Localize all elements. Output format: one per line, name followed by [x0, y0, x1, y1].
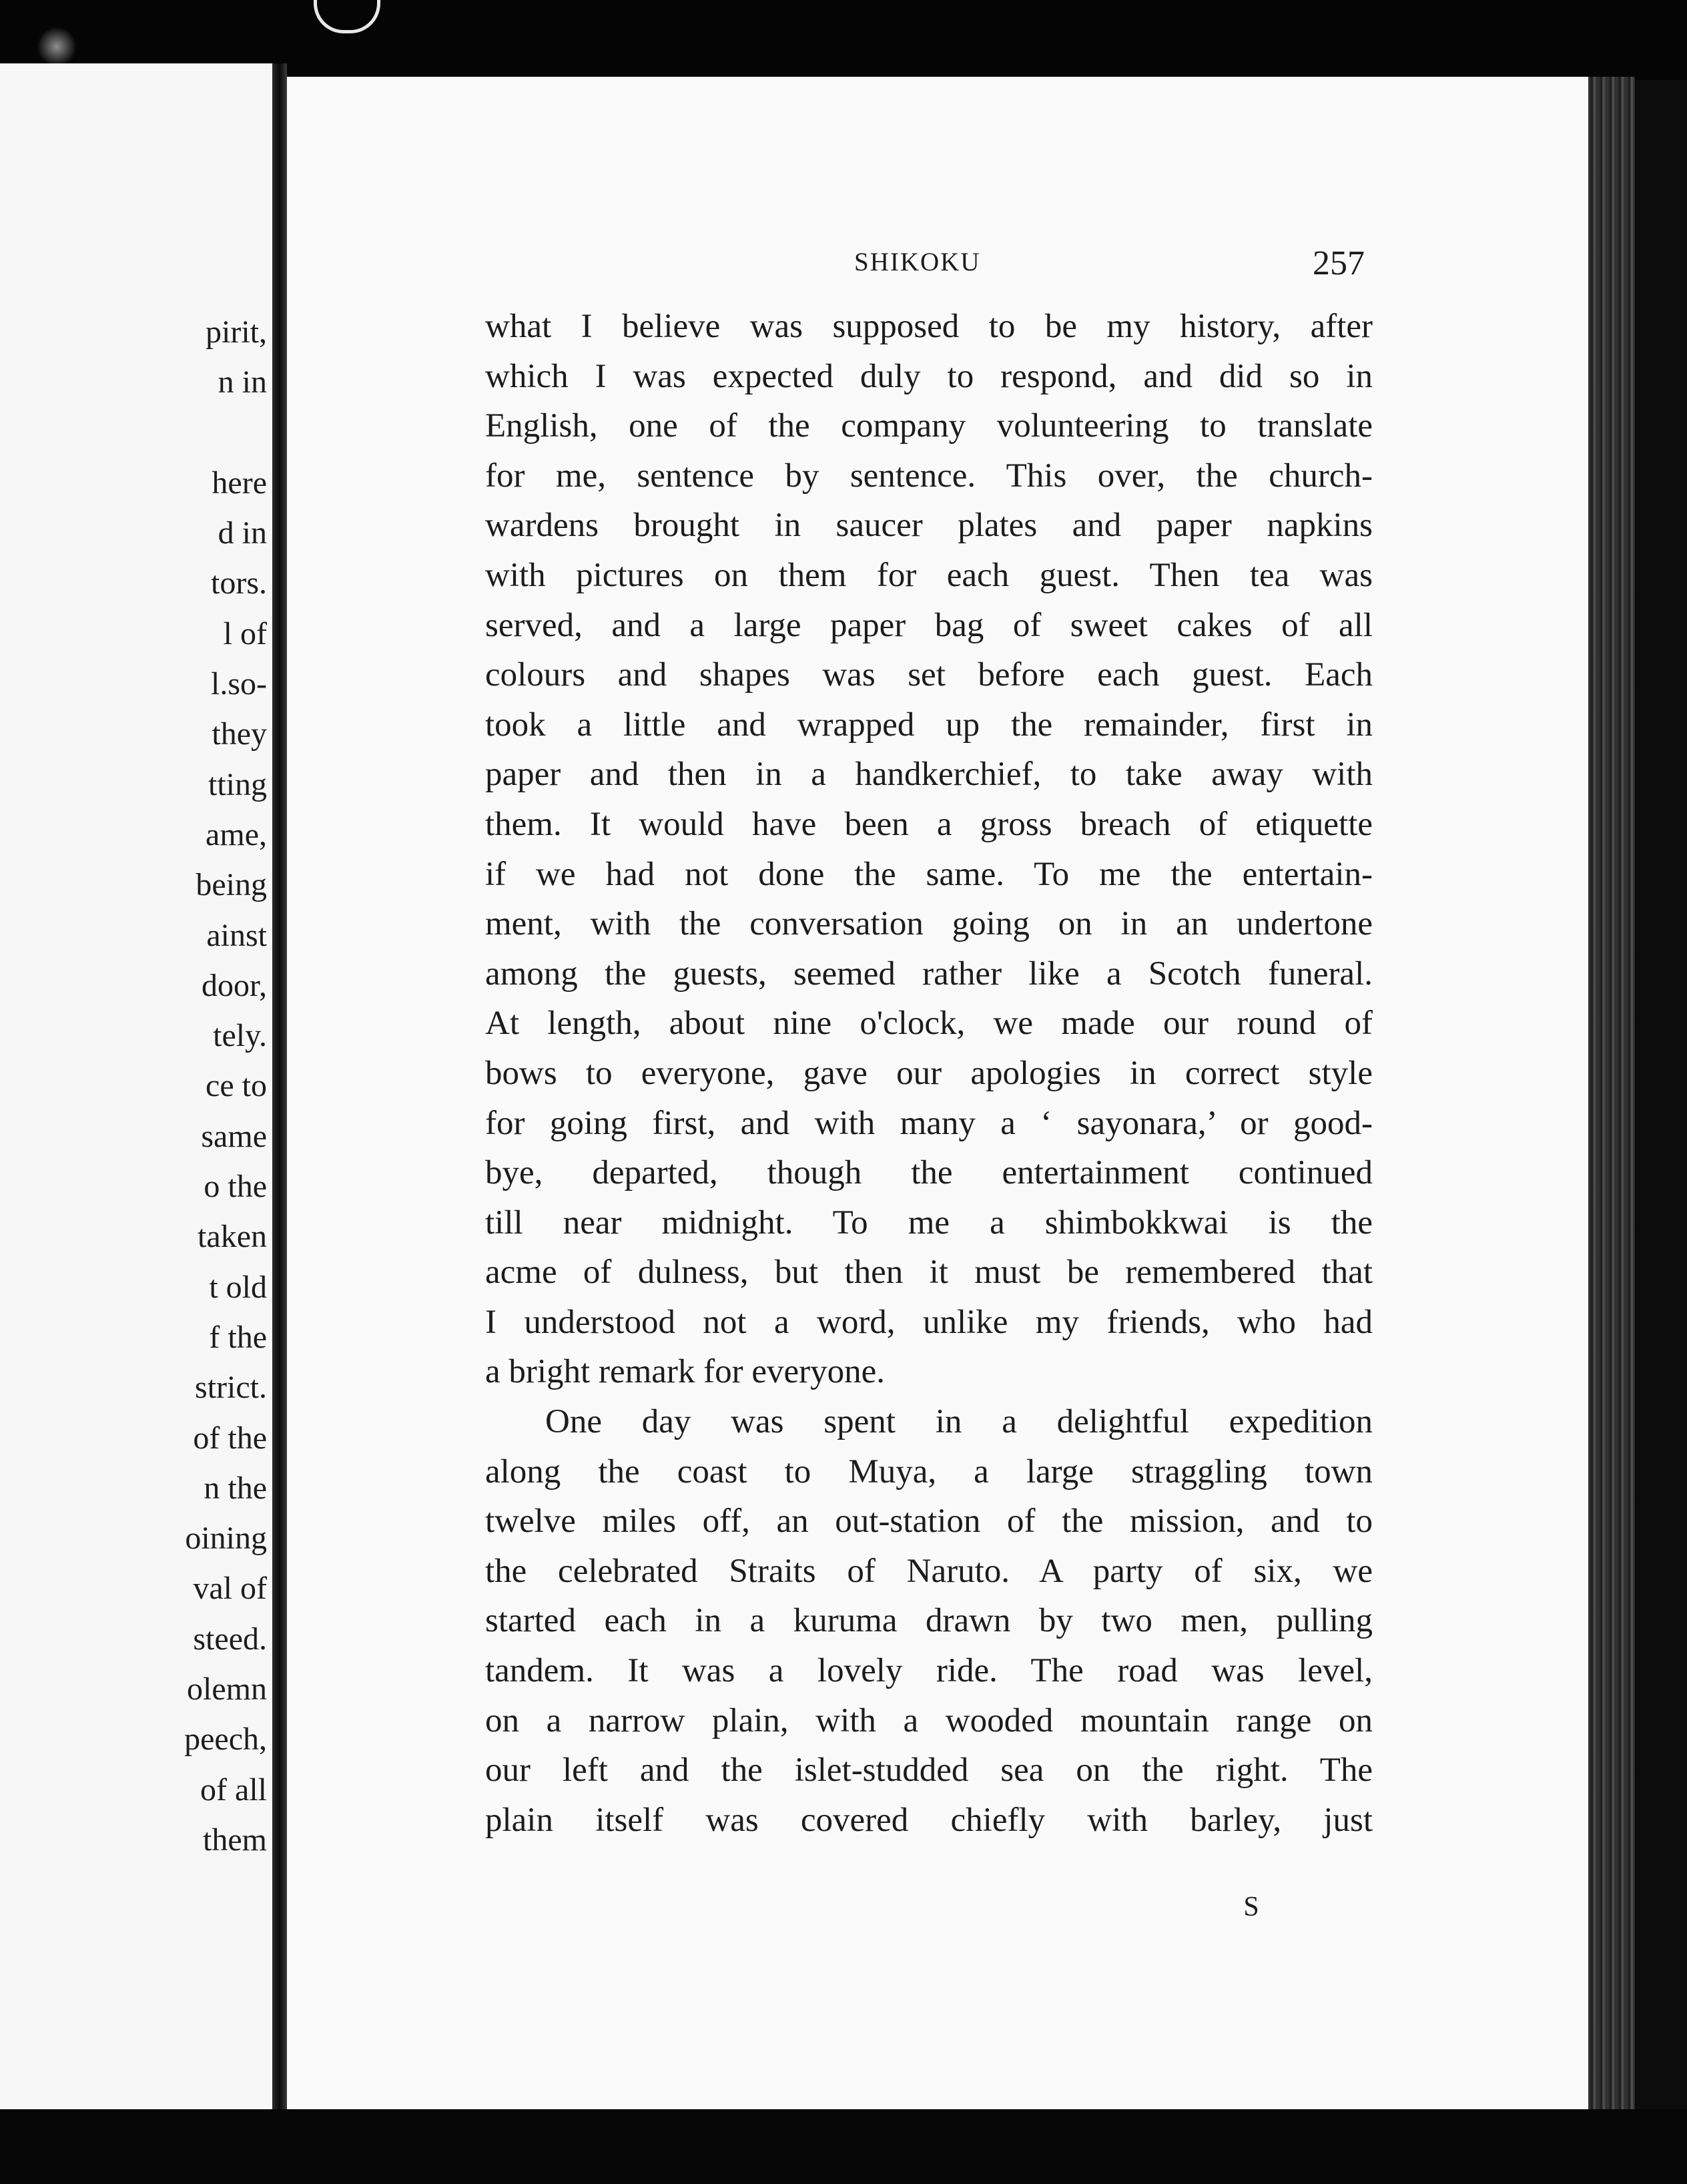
text-line: till near midnight. To me a shimbokkwai is the — [485, 1203, 1373, 1242]
text-line: them. It would have been a gross breach of etiquette — [485, 805, 1373, 843]
facing-line: of the — [193, 1420, 267, 1456]
facing-line: pirit, — [206, 314, 267, 350]
facing-line — [0, 408, 267, 458]
text-line: At length, about nine o'clock, we made our round of — [485, 1005, 1373, 1043]
text-line: the celebrated Straits of Naruto. A party of six, we — [485, 1552, 1373, 1590]
text-line: our left and the islet-studded sea on the right. The — [485, 1751, 1373, 1790]
facing-line: tely. — [213, 1018, 267, 1054]
facing-line: they — [212, 716, 267, 752]
text-line: for going first, and with many a ‘ sayonara,’ or good- — [485, 1104, 1373, 1142]
facing-line: tors. — [211, 565, 267, 601]
facing-line: olemn — [187, 1671, 267, 1707]
text-line: acme of dulness, but then it must be remembered that — [485, 1254, 1373, 1292]
facing-line: strict. — [195, 1370, 267, 1406]
text-line: wardens brought in saucer plates and paper napkins — [485, 507, 1373, 545]
text-line: took a little and wrapped up the remainder, first in — [485, 706, 1373, 744]
signature-mark: S — [1243, 1892, 1259, 1922]
text-line: if we had not done the same. To me the entertain- — [485, 855, 1373, 893]
text-line: paper and then in a handkerchief, to take away with — [485, 756, 1373, 794]
facing-line: n the — [204, 1470, 267, 1506]
page-number: 257 — [1313, 244, 1365, 282]
facing-line: ainst — [206, 917, 267, 953]
paragraph-end-line: a bright remark for everyone. — [485, 1353, 885, 1391]
text-line: I understood not a word, unlike my friends, who had — [485, 1303, 1373, 1341]
facing-line: n in — [218, 364, 267, 400]
facing-line: taken — [198, 1219, 267, 1255]
scan-border-bottom — [0, 2109, 1687, 2184]
facing-line: of all — [200, 1771, 267, 1808]
book-page — [287, 77, 1588, 2109]
text-line: ment, with the conversation going on in an undertone — [485, 905, 1373, 943]
facing-line: f the — [209, 1319, 267, 1355]
text-line: bows to everyone, gave our apologies in correct style — [485, 1054, 1373, 1092]
scan-dust-spot — [37, 27, 77, 67]
facing-line: same — [201, 1118, 267, 1154]
facing-line: t old — [209, 1269, 267, 1305]
facing-line: peech, — [184, 1721, 267, 1757]
text-line: English, one of the company volunteering to translate — [485, 407, 1373, 445]
text-line: bye, departed, though the entertainment continued — [485, 1154, 1373, 1192]
text-line: started each in a kuruma drawn by two men, pulling — [485, 1602, 1373, 1640]
text-line: with pictures on them for each guest. Then tea was — [485, 556, 1373, 594]
text-line: for me, sentence by sentence. This over, the church- — [485, 457, 1373, 495]
text-line: among the guests, seemed rather like a Scotch funeral. — [485, 954, 1373, 993]
facing-page-left — [0, 63, 272, 2119]
facing-line: ame, — [206, 816, 267, 852]
facing-line: them — [203, 1822, 267, 1858]
text-line: twelve miles off, an out-station of the mission, and to — [485, 1503, 1373, 1541]
page-edges — [1588, 77, 1635, 2109]
text-line: colours and shapes was set before each guest. Each — [485, 656, 1373, 694]
facing-line: d in — [218, 515, 267, 551]
facing-line: oining — [185, 1521, 267, 1557]
text-line: which I was expected duly to respond, and did so in — [485, 357, 1373, 395]
facing-line: here — [212, 465, 267, 501]
facing-line: l.so- — [211, 666, 267, 702]
text-line: plain itself was covered chiefly with barley, just — [485, 1801, 1373, 1839]
facing-page-text — [0, 307, 267, 1865]
facing-line: being — [196, 867, 267, 903]
body-text — [485, 302, 1373, 1845]
text-line: on a narrow plain, with a wooded mountain range on — [485, 1701, 1373, 1739]
text-line: tandem. It was a lovely ride. The road was level, — [485, 1652, 1373, 1690]
book-gutter — [272, 63, 287, 2119]
paragraph-start-line: One day was spent in a delightful expedition — [545, 1403, 1373, 1441]
running-head: SHIKOKU — [854, 248, 981, 276]
facing-line: val of — [193, 1571, 267, 1607]
text-line: what I believe was supposed to be my history, after — [485, 308, 1373, 345]
facing-line: tting — [208, 766, 267, 802]
facing-line: door, — [201, 967, 267, 1003]
text-line: along the coast to Muya, a large straggling town — [485, 1452, 1373, 1490]
text-line: served, and a large paper bag of sweet cakes of all — [485, 606, 1373, 644]
facing-line: steed. — [193, 1621, 267, 1657]
facing-line: l of — [223, 615, 267, 651]
facing-line: o the — [204, 1169, 267, 1205]
facing-line: ce to — [206, 1068, 267, 1104]
